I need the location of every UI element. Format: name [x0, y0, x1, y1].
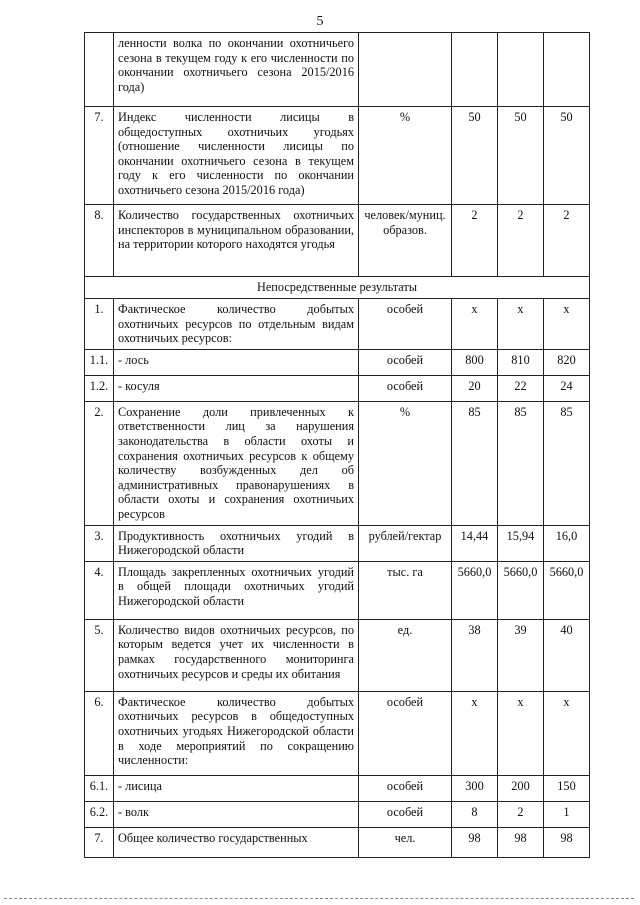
table-row	[85, 691, 590, 775]
table-row	[85, 401, 590, 525]
indicator-name: Фактическое количество добытых охотничьих ресурсов по отдельным видам охотничьих ресурсов:	[114, 299, 359, 350]
value-year-1: 8	[452, 801, 498, 827]
table-row	[85, 205, 590, 277]
value-year-2: 200	[498, 775, 544, 801]
indicator-name: - косуля	[114, 375, 359, 401]
indicator-name: Сохранение доли привлеченных к ответственности лиц за нарушения законодательства в области охоты и сохранения охотничьих ресурсов к общему количеству возбужденных дел об административных правонарушениях в области охоты и сохранения охотничьих ресурсов	[114, 401, 359, 525]
unit-cell: особей	[359, 775, 452, 801]
unit-cell: рублей/гектар	[359, 525, 452, 561]
indicator-name: Продуктивность охотничьих угодий в Нижегородской области	[114, 525, 359, 561]
unit-cell: особей	[359, 691, 452, 775]
value-year-2: 810	[498, 349, 544, 375]
indicator-name: Индекс численности лисицы в общедоступных охотничьих угодьях (отношение численности лисицы по окончании охотничьего сезона в текущем году к его численности по окончании охотничьего сезона 2015/2016 года)	[114, 107, 359, 205]
value-year-1: 20	[452, 375, 498, 401]
value-year-2	[498, 33, 544, 107]
row-number: 7.	[85, 827, 114, 857]
row-number: 1.2.	[85, 375, 114, 401]
value-year-1: 85	[452, 401, 498, 525]
value-year-1	[452, 33, 498, 107]
value-year-3: х	[544, 299, 590, 350]
value-year-3: 16,0	[544, 525, 590, 561]
table-row	[85, 375, 590, 401]
row-number: 8.	[85, 205, 114, 277]
unit-cell: человек/муниц. образов.	[359, 205, 452, 277]
value-year-2: 85	[498, 401, 544, 525]
indicator-name: - волк	[114, 801, 359, 827]
value-year-2: 2	[498, 801, 544, 827]
value-year-3: 2	[544, 205, 590, 277]
indicator-name: Фактическое количество добытых охотничьих ресурсов в общедоступных охотничьих угодьях Нижегородской области в ходе мероприятий по сокращению численности:	[114, 691, 359, 775]
value-year-2: х	[498, 299, 544, 350]
value-year-1: 2	[452, 205, 498, 277]
value-year-3: 85	[544, 401, 590, 525]
value-year-3: 98	[544, 827, 590, 857]
unit-cell: ед.	[359, 619, 452, 691]
value-year-3: 50	[544, 107, 590, 205]
table-row	[85, 619, 590, 691]
value-year-2: 39	[498, 619, 544, 691]
value-year-2: 22	[498, 375, 544, 401]
table-row	[85, 349, 590, 375]
row-number: 5.	[85, 619, 114, 691]
unit-cell: %	[359, 107, 452, 205]
row-number	[85, 33, 114, 107]
row-number: 6.1.	[85, 775, 114, 801]
row-number: 7.	[85, 107, 114, 205]
value-year-2: 5660,0	[498, 561, 544, 619]
unit-cell: тыс. га	[359, 561, 452, 619]
value-year-3: 40	[544, 619, 590, 691]
value-year-1: 50	[452, 107, 498, 205]
unit-cell: особей	[359, 299, 452, 350]
indicators-table	[84, 32, 590, 858]
value-year-1: 38	[452, 619, 498, 691]
indicator-name: Общее количество государственных	[114, 827, 359, 857]
table-row	[85, 107, 590, 205]
table-row	[85, 33, 590, 107]
value-year-3: 820	[544, 349, 590, 375]
table-row	[85, 801, 590, 827]
unit-cell: особей	[359, 801, 452, 827]
unit-cell: чел.	[359, 827, 452, 857]
value-year-3: х	[544, 691, 590, 775]
value-year-1: 14,44	[452, 525, 498, 561]
row-number: 6.	[85, 691, 114, 775]
section-row	[85, 277, 590, 299]
row-number: 4.	[85, 561, 114, 619]
unit-cell: %	[359, 401, 452, 525]
indicator-name: ленности волка по окончании охотничьего сезона в текущем году к его численности по окончании охотничьего сезона 2015/2016 года)	[114, 33, 359, 107]
indicator-name: - лось	[114, 349, 359, 375]
indicator-name: - лисица	[114, 775, 359, 801]
value-year-1: 5660,0	[452, 561, 498, 619]
indicator-name: Количество видов охотничьих ресурсов, по которым ведется учет их численности в рамках государственного мониторинга охотничьих ресурсов и среды их обитания	[114, 619, 359, 691]
row-number: 6.2.	[85, 801, 114, 827]
value-year-3: 5660,0	[544, 561, 590, 619]
unit-cell: особей	[359, 349, 452, 375]
row-number: 1.	[85, 299, 114, 350]
value-year-3	[544, 33, 590, 107]
value-year-3: 24	[544, 375, 590, 401]
value-year-1: 300	[452, 775, 498, 801]
unit-cell	[359, 33, 452, 107]
value-year-2: 2	[498, 205, 544, 277]
value-year-2: 50	[498, 107, 544, 205]
table-row	[85, 827, 590, 857]
page-number: 5	[316, 14, 324, 29]
row-number: 2.	[85, 401, 114, 525]
indicator-name: Количество государственных охотничьих инспекторов в муниципальном образовании, на территории которого находятся угодья	[114, 205, 359, 277]
table-row	[85, 525, 590, 561]
value-year-2: 98	[498, 827, 544, 857]
value-year-2: х	[498, 691, 544, 775]
value-year-3: 1	[544, 801, 590, 827]
indicator-name: Площадь закрепленных охотничьих угодий в общей площади охотничьих угодий Нижегородской области	[114, 561, 359, 619]
table-row	[85, 299, 590, 350]
table-body	[85, 33, 590, 858]
unit-cell: особей	[359, 375, 452, 401]
table-row	[85, 775, 590, 801]
section-title: Непосредственные результаты	[85, 277, 590, 299]
value-year-2: 15,94	[498, 525, 544, 561]
value-year-1: х	[452, 299, 498, 350]
value-year-3: 150	[544, 775, 590, 801]
row-number: 3.	[85, 525, 114, 561]
value-year-1: х	[452, 691, 498, 775]
value-year-1: 800	[452, 349, 498, 375]
row-number: 1.1.	[85, 349, 114, 375]
bottom-divider	[4, 898, 634, 899]
table-row	[85, 561, 590, 619]
value-year-1: 98	[452, 827, 498, 857]
